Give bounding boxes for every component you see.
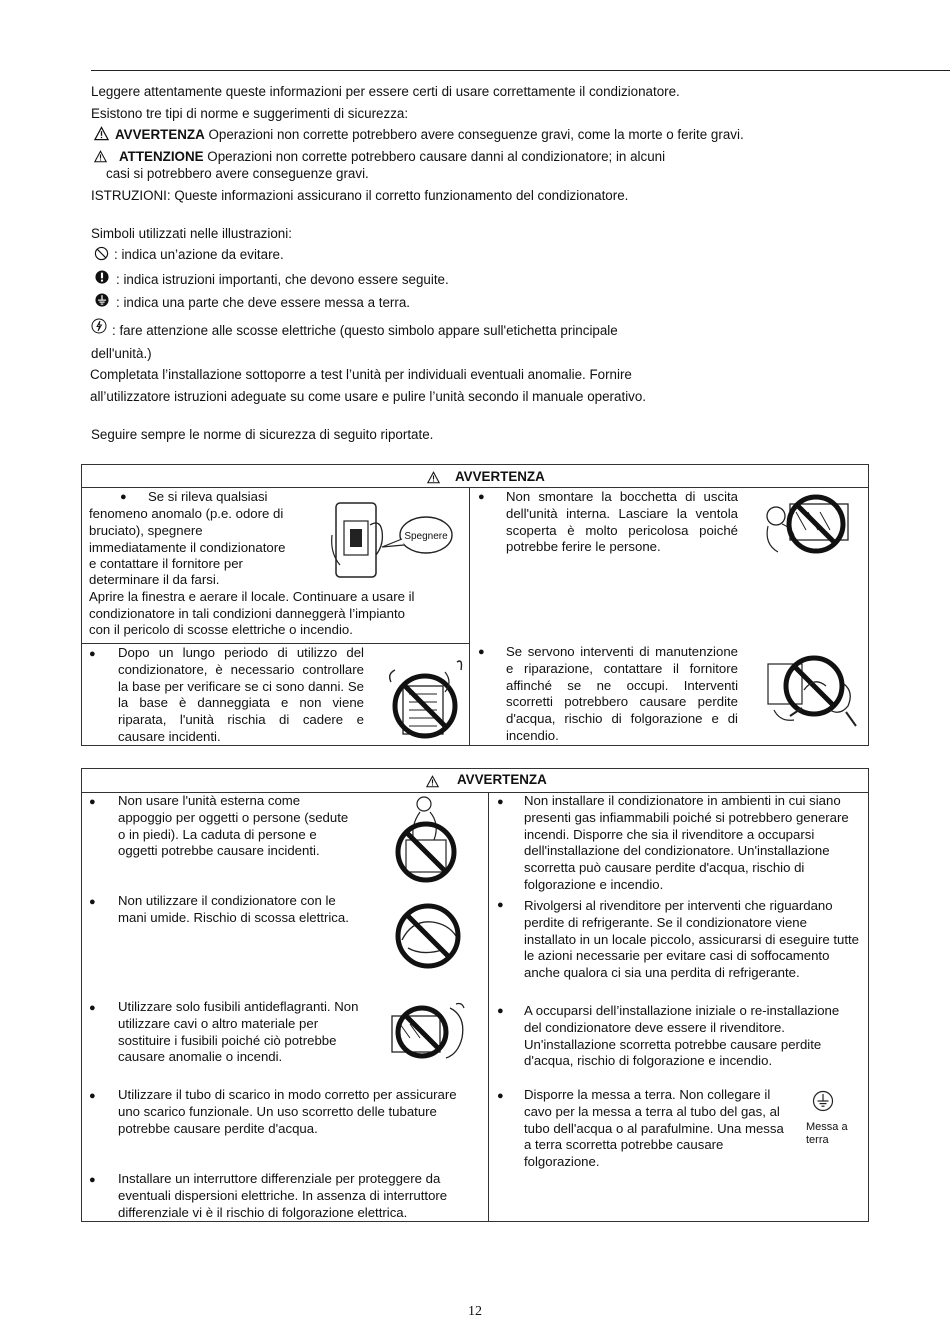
ground-label-line-2: terra [806,1134,829,1146]
switch-off-illustration [330,495,456,585]
table-1-item-1-line-5: e contattare il fornitore per [89,556,243,571]
symbols-heading: Simboli utilizzati nelle illustrazioni: [91,226,292,241]
bullet: ● [497,899,504,911]
symbol-prohibit-text: : indica un’azione da evitare. [114,247,284,262]
electric-shock-icon [91,318,107,334]
follow-rules-text: Seguire sempre le norme di sicurezza di seguito riportate. [91,427,434,442]
bullet: ● [89,1174,96,1186]
warning-triangle-icon [94,126,109,141]
symbol-important-text: : indica istruzioni importanti, che devono essere seguite. [116,272,449,287]
table-1-column-divider [469,487,470,746]
table-2-header: AVVERTENZA [457,772,547,787]
ground-label [806,1121,848,1147]
warning-definition [115,126,744,143]
warning-triangle-icon [94,150,107,163]
ground-label-line-1: Messa a [806,1121,848,1133]
caution-label: ATTENZIONE [119,149,204,164]
disassembly-prohibited-illustration [760,490,868,560]
warning-triangle-icon [427,471,440,484]
do-not-sit-illustration [390,794,462,884]
bullet: ● [89,896,96,908]
table-2-left-item-1: Non usare l'unità esterna come appoggio per oggetti o persone (sedute o in piedi). La caduta di persone e oggetti potrebbe causare incidenti. [118,793,349,859]
table-2-left-item-4: Utilizzare il tubo di scarico in modo corretto per assicurare uno scarico funzionale. Un uso scorretto delle tubature potrebbe causare perdite d'acqua. [118,1087,457,1136]
caution-text-1: Operazioni non corrette potrebbero causare danni al condizionatore; in alcuni [203,149,666,164]
table-2-left-item-2: Non utilizzare il condizionatore con le mani umide. Rischio di scossa elettrica. [118,893,349,925]
table-1-item-1-line-9: con il pericolo di scosse elettriche o incendio. [89,622,353,637]
table-1-item-2: Dopo un lungo periodo di utilizzo del condizionatore, è necessario controllare la base per verificare se ci sono danni. Se la base è danneggiata e non viene riparata, l'unità rischia di cadere e causare incidenti. [118,645,364,744]
table-1-item-1-line-7: Aprire la finestra e aerare il locale. Continuare a usare il [89,589,415,604]
table-2-right-item-3: A occuparsi dell’installazione iniziale o re-installazione del condizionatore deve essere il rivenditore. Un'installazione scorretta potrebbe causare perdite d'acqua, rischio di folgorazione e incendio. [524,1003,840,1069]
table-2-right-item-2: Rivolgersi al rivenditore per interventi che riguardano perdite di refrigerante. Se il condizionatore viene installato in un locale piccolo, assicurarsi di eseguire tutte le azioni necessarie per evitare casi di soffocamento anche qualora ci sia una perdita di refrigerante. [524,898,859,981]
damaged-base-prohibited-illustration [385,652,465,744]
table-1-item-4: Se servono interventi di manutenzione e riparazione, contattare il fornitore affinché se ne occupi. Interventi scorretti potrebbero causare perdite d'acqua, rischio di folgorazione e di incendio. [506,644,738,743]
wet-hands-prohibited-illustration [390,900,465,972]
header-rule [91,70,950,71]
test-text-1: Completata l’installazione sottoporre a test l’unità per individuali eventuali anomalie. Fornire [90,367,632,382]
symbol-shock-text-1: : fare attenzione alle scosse elettriche (questo simbolo appare sull'etichetta principale [112,323,618,338]
table-2-left-item-3: Utilizzare solo fusibili antideflagranti. Non utilizzare cavi o altro materiale per sostituire i fusibili poiché ciò potrebbe causare anomalie o incendi. [118,999,359,1065]
warning-label: AVVERTENZA [115,127,205,142]
table-1-item-1-line-2: fenomeno anomalo (p.e. odore di [89,506,284,521]
table-2-right-item-4: Disporre la messa a terra. Non collegare il cavo per la messa a terra al tubo del gas, al tubo dell'acqua o al parafulmine. Una messa a terra scorretta potrebbe causare folgorazione. [524,1087,784,1170]
test-text-2: all’utilizzatore istruzioni adeguate su come usare e pulire l’unità secondo il manuale operativo. [90,389,647,404]
warning-triangle-icon [426,775,439,788]
page-number: 12 [468,1304,482,1319]
symbol-ground-text: : indica una parte che deve essere messa a terra. [116,295,411,310]
table-1-header: AVVERTENZA [455,469,545,484]
intro-line-1: Leggere attentamente queste informazioni per essere certi di usare correttamente il condizionatore. [91,84,680,99]
table-2-left-item-5: Installare un interruttore differenziale per proteggere da eventuali dispersioni elettriche. In assenza di interruttore differenziale vi è il rischio di folgorazione elettrica. [118,1171,448,1220]
table-1-item-1-line-6: determinare il da farsi. [89,572,220,587]
bullet: ● [89,1090,96,1102]
bullet: ● [497,1090,504,1102]
bullet: ● [89,1002,96,1014]
bullet: ● [89,648,96,660]
prohibit-icon [94,246,109,261]
ground-icon [812,1090,834,1112]
table-1-item-1-line-8: condizionatore in tali condizioni danneggerà l’impianto [89,606,405,621]
caution-text-2: casi si potrebbero avere conseguenze gravi. [106,166,369,181]
bullet: ● [89,796,96,808]
fuse-replacement-prohibited-illustration [386,1000,476,1062]
table-1-item-1-line-4: immediatamente il condizionatore [89,540,286,555]
table-1-row-divider [81,643,469,644]
table-2-right-item-1: Non installare il condizionatore in ambienti in cui siano presenti gas infiammabili poiché si potrebbero generare incendi. Disporre che sia il rivenditore a occuparsi dell'installazione del condizionatore. Un'installazione scorretta può causare perdite d'acqua, rischio di folgorazione e incendio. [524,793,849,892]
self-repair-prohibited-illustration [760,650,868,732]
table-1-item-1-line-3: bruciato), spegnere [89,523,203,538]
symbol-shock-text-2: dell'unità.) [91,346,152,361]
bullet: ● [497,1005,504,1017]
bullet: ● [478,646,485,658]
table-1-header-divider [81,487,869,488]
intro-line-2: Esistono tre tipi di norme e suggerimenti di sicurezza: [91,106,409,121]
table-1-item-3: Non smontare la bocchetta di uscita dell'unità interna. Lasciare la ventola scoperta è molto pericolosa poiché potrebbe ferire le persone. [506,489,738,555]
bullet: ● [120,491,127,503]
warning-text: Operazioni non corrette potrebbero avere conseguenze gravi, come la morte o ferite gravi. [204,127,744,142]
instructions-definition: ISTRUZIONI: Queste informazioni assicurano il corretto funzionamento del condizionatore. [91,188,629,203]
caution-definition [119,148,665,165]
ground-icon [95,293,109,307]
bullet: ● [478,491,485,503]
table-1-item-1-line-1: Se si rileva qualsiasi [148,489,268,504]
important-icon [95,270,109,284]
spegnere-label: Spegnere [404,531,448,542]
bullet: ● [497,796,504,808]
table-2-column-divider [488,792,489,1222]
